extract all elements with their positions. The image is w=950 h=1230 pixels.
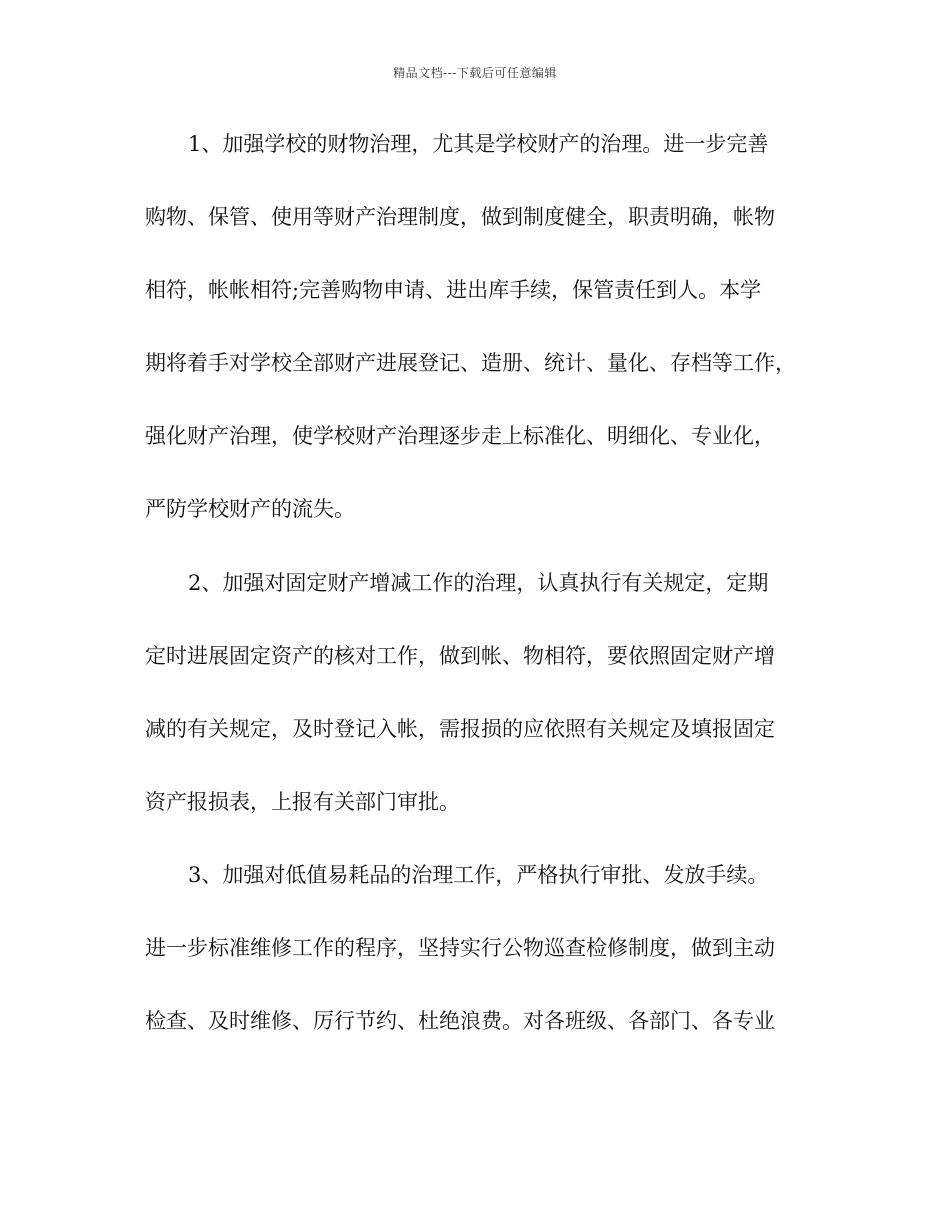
text-line: 严防学校财产的流失。 (145, 497, 355, 522)
text-line: 期将着手对学校全部财产进展登记、造册、统计、量化、存档等工作， (145, 351, 796, 376)
text-line: 定时进展固定资产的核对工作，做到帐、物相符，要依照固定财产增 (145, 643, 775, 668)
text-line: 2、加强对固定财产增减工作的治理，认真执行有关规定，定期 (188, 570, 769, 595)
text-line: 3、加强对低值易耗品的治理工作，严格执行审批、发放手续。 (188, 862, 769, 887)
text-line: 减的有关规定，及时登记入帐，需报损的应依照有关规定及填报固定 (145, 716, 775, 741)
text-line: 购物、保管、使用等财产治理制度，做到制度健全，职责明确，帐物 (145, 205, 775, 230)
text-line: 强化财产治理，使学校财产治理逐步走上标准化、明细化、专业化， (145, 424, 775, 449)
text-line: 检查、及时维修、厉行节约、杜绝浪费。对各班级、各部门、各专业 (145, 1009, 775, 1034)
text-line: 1、加强学校的财物治理，尤其是学校财产的治理。进一步完善 (188, 132, 769, 156)
page-header: 精品文档---下载后可任意编辑 (393, 66, 557, 80)
text-line: 相符，帐帐相符;完善购物申请、进出库手续，保管责任到人。本学 (145, 278, 762, 303)
text-line: 资产报损表，上报有关部门审批。 (145, 789, 460, 814)
document-body (145, 118, 810, 1068)
text-line: 进一步标准维修工作的程序，坚持实行公物巡查检修制度，做到主动 (145, 936, 775, 961)
